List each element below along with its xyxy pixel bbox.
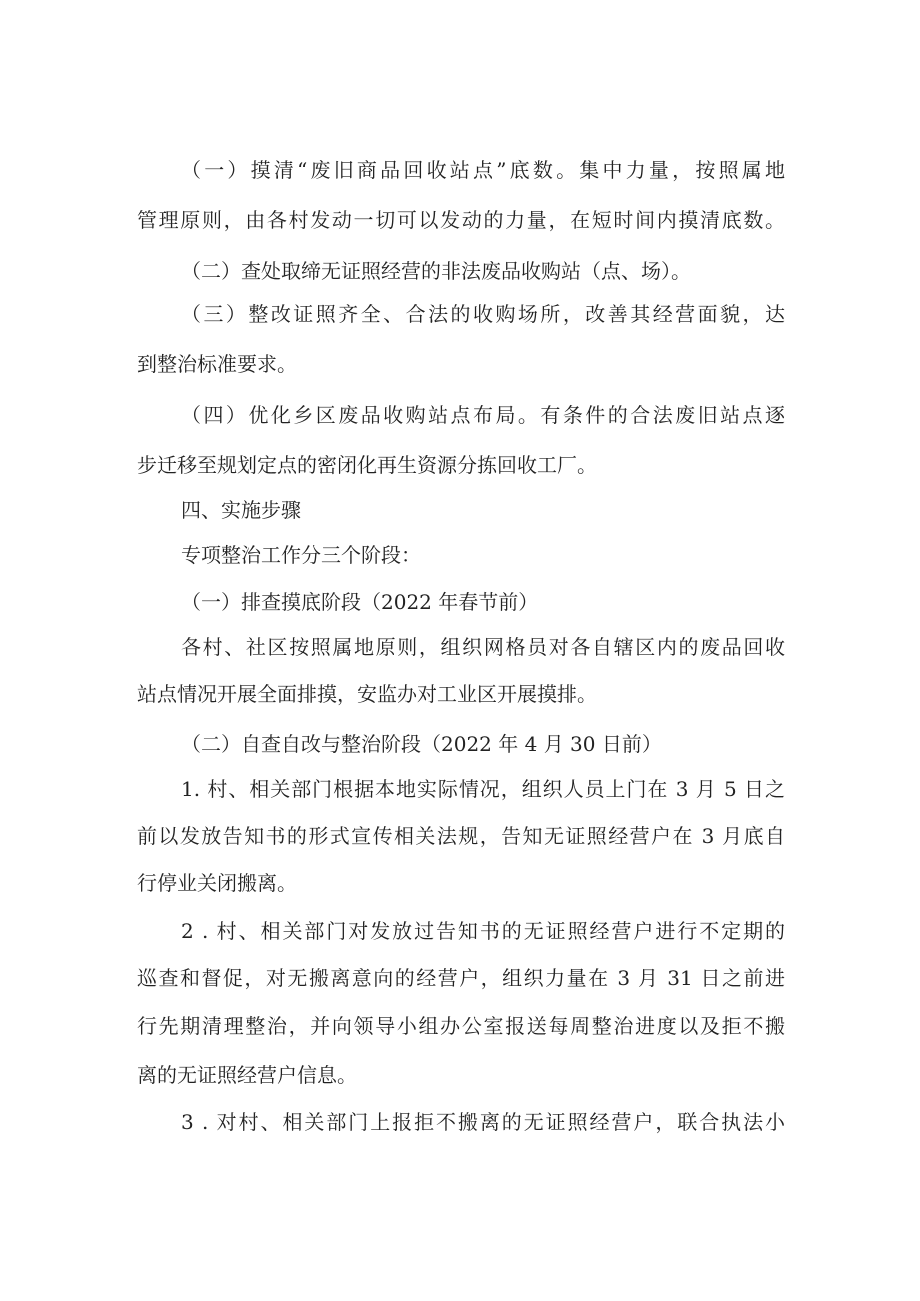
text-line: 3 . 对村、相关部门上报拒不搬离的无证照经营户，联合执法小 xyxy=(181,1110,785,1134)
text-line: 管理原则，由各村发动一切可以发动的力量，在短时间内摸清底数。 xyxy=(137,208,785,232)
text-line: 1. 村、相关部门根据本地实际情况，组织人员上门在 3 月 5 日之 xyxy=(181,777,785,801)
text-line: 巡查和督促，对无搬离意向的经营户，组织力量在 3 月 31 日之前进 xyxy=(137,966,785,990)
stage-heading: （一）排查摸底阶段（2022 年春节前） xyxy=(181,590,539,614)
section-heading: 四、实施步骤 xyxy=(181,498,301,522)
stage-heading: （二）自查自改与整治阶段（2022 年 4 月 30 日前） xyxy=(181,732,662,756)
text-line: 各村、社区按照属地原则，组织网格员对各自辖区内的废品回收 xyxy=(181,635,785,659)
text-line: 到整治标准要求。 xyxy=(137,352,297,376)
text-line: （三）整改证照齐全、合法的收购场所，改善其经营面貌，达 xyxy=(181,302,785,326)
text-line: 离的无证照经营户信息。 xyxy=(137,1063,357,1087)
text-line: （一）摸清“废旧商品回收站点”底数。集中力量，按照属地 xyxy=(181,158,785,182)
text-line: 步迁移至规划定点的密闭化再生资源分拣回收工厂。 xyxy=(137,453,597,477)
text-line: 站点情况开展全面排摸，安监办对工业区开展摸排。 xyxy=(137,682,597,706)
text-line: （二）查处取缔无证照经营的非法废品收购站（点、场）。 xyxy=(181,259,691,283)
text-line: （四）优化乡区废品收购站点布局。有条件的合法废旧站点逐 xyxy=(181,403,785,427)
text-line: 行先期清理整治，并向领导小组办公室报送每周整治进度以及拒不搬 xyxy=(137,1014,785,1038)
text-line: 专项整治工作分三个阶段： xyxy=(181,543,421,567)
text-line: 前以发放告知书的形式宣传相关法规，告知无证照经营户在 3 月底自 xyxy=(137,824,785,848)
text-line: 行停业关闭搬离。 xyxy=(137,871,297,895)
text-line: 2 . 村、相关部门对发放过告知书的无证照经营户进行不定期的 xyxy=(181,919,785,943)
